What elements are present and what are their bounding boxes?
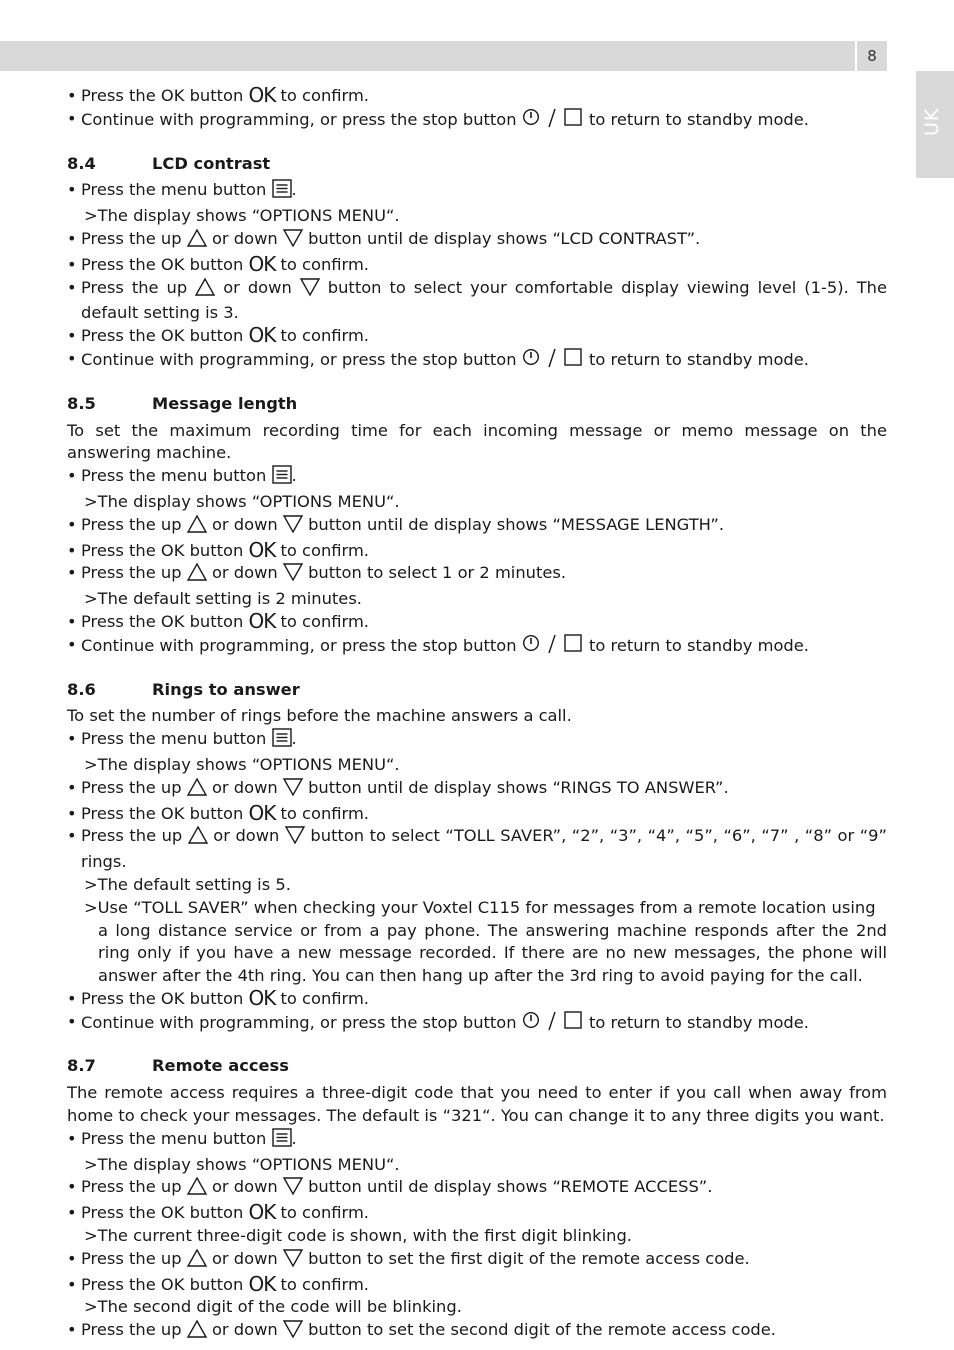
section-intro: To set the number of rings before the machine answers a call. [67,706,572,726]
list-item: • Continue with programming, or press the stop button to return to standby mode. [67,634,887,661]
list-item: • Press the OK button OK to confirm. [67,251,369,276]
ok-button-icon: OK [248,608,276,633]
list-item: • Press the OK button OK to confirm. [67,985,369,1010]
section-heading-8-7: 8.7 Remote access [67,1056,289,1076]
list-item: • Press the menu button . [67,728,887,754]
list-item: • Press the OK button OK to confirm. [67,83,369,107]
list-item: • Continue with programming, or press the stop button to return to standby mode. [67,1011,887,1038]
result-line: >The default setting is 2 minutes. [84,589,362,609]
power-stop-icon [522,348,584,375]
section-intro: To set the maximum recording time for each incoming message or memo message on the answering machine. [67,420,887,463]
menu-button-icon [272,728,292,754]
result-line: >The display shows “OPTIONS MENU“. [84,491,400,511]
result-line: >The display shows “OPTIONS MENU“. [84,754,400,774]
section-intro: The remote access requires a three-digit code that you need to enter if you call when away from home to check your messages. The default is “321“. You can change it to any three digits you want. [67,1083,887,1126]
result-line: >The default setting is 5. [84,874,291,894]
ok-button-icon: OK [248,800,276,825]
menu-button-icon [272,1128,292,1154]
list-item: • Press the OK button OK to confirm. [67,800,369,825]
list-item: • Press the up or down button to set the second digit of the remote access code. [67,1319,887,1345]
power-stop-icon [522,1011,584,1038]
up-triangle-icon [187,778,207,803]
section-heading-8-4: 8.4 LCD contrast [67,153,271,173]
document-body [67,85,887,1345]
list-item: • Continue with programming, or press the stop button to return to standby mode. [67,348,887,375]
down-triangle-icon [300,278,320,303]
header-bar [0,41,855,71]
list-item: • Press the up or down button until de display shows “RINGS TO ANSWER”. [67,777,887,803]
list-item: • Press the up or down button to select “TOLL SAVER”, “2”, “3”, “4”, “5”, “6”, “7” , “8” or “9” rings. [67,826,887,872]
menu-button-icon [272,179,292,205]
list-item: • Press the menu button . [67,1128,887,1154]
list-item: • Press the menu button . [67,465,887,491]
result-line: >The second digit of the code will be blinking. [84,1297,462,1317]
down-triangle-icon [283,778,303,803]
up-triangle-icon [187,229,207,254]
list-item: • Press the up or down button to select 1 or 2 minutes. [67,562,887,588]
ok-button-icon: OK [248,323,276,348]
result-line: >The display shows “OPTIONS MENU“. [84,206,400,226]
menu-button-icon [272,465,292,491]
result-line-continued: a long distance service or from a pay phone. The answering machine responds after the 2nd ring only if you have a new message recorded. If there are no new messages, the phone will answer after the 4th ring. You can then hang up after the 3rd ring to avoid paying for the call. [98,920,887,986]
down-triangle-icon [283,515,303,540]
down-triangle-icon [285,826,305,851]
page-number-text: 8 [867,47,877,65]
power-stop-icon [522,634,584,661]
page-number [857,41,887,71]
down-triangle-icon [283,1249,303,1274]
ok-button-icon: OK [248,985,276,1010]
ok-button-icon: OK [248,1271,276,1296]
language-tab-label: UK [921,107,943,136]
down-triangle-icon [283,1177,303,1202]
ok-button-icon: OK [248,251,276,276]
down-triangle-icon [283,1320,303,1345]
list-item: • Press the OK button OK to confirm. [67,608,369,633]
list-item: • Press the up or down button to set the first digit of the remote access code. [67,1248,887,1274]
list-item: • Press the OK button OK to confirm. [67,1200,369,1225]
section-heading-8-6: 8.6 Rings to answer [67,679,300,699]
result-line: >Use “TOLL SAVER” when checking your Voxtel C115 for messages from a remote location using [84,897,876,917]
up-triangle-icon [187,1320,207,1345]
down-triangle-icon [283,229,303,254]
list-item: • Press the up or down button until de display shows “REMOTE ACCESS”. [67,1176,887,1202]
list-item: • Continue with programming, or press the stop button to return to standby mode. [67,108,887,135]
list-item: • Press the OK button OK to confirm. [67,323,369,348]
list-item: • Press the up or down button until de display shows “LCD CONTRAST”. [67,228,887,254]
up-triangle-icon [195,278,215,303]
down-triangle-icon [283,563,303,588]
list-item: • Press the up or down button to select your comfortable display viewing level (1-5). The default setting is 3. [67,277,888,323]
list-item: • Press the up or down button until de display shows “MESSAGE LENGTH”. [67,514,887,540]
language-tab [916,71,954,178]
up-triangle-icon [188,826,208,851]
ok-button-icon: OK [248,83,276,107]
power-stop-icon [522,108,584,135]
list-item: • Press the OK button OK to confirm. [67,537,369,562]
list-item: • Press the menu button . [67,179,887,205]
up-triangle-icon [187,515,207,540]
list-item: • Press the OK button OK to confirm. [67,1271,369,1296]
ok-button-icon: OK [248,1200,276,1225]
up-triangle-icon [187,563,207,588]
section-heading-8-5: 8.5 Message length [67,393,298,413]
up-triangle-icon [187,1177,207,1202]
result-line: >The display shows “OPTIONS MENU“. [84,1154,400,1174]
result-line: >The current three-digit code is shown, with the first digit blinking. [84,1226,632,1246]
up-triangle-icon [187,1249,207,1274]
ok-button-icon: OK [248,537,276,562]
